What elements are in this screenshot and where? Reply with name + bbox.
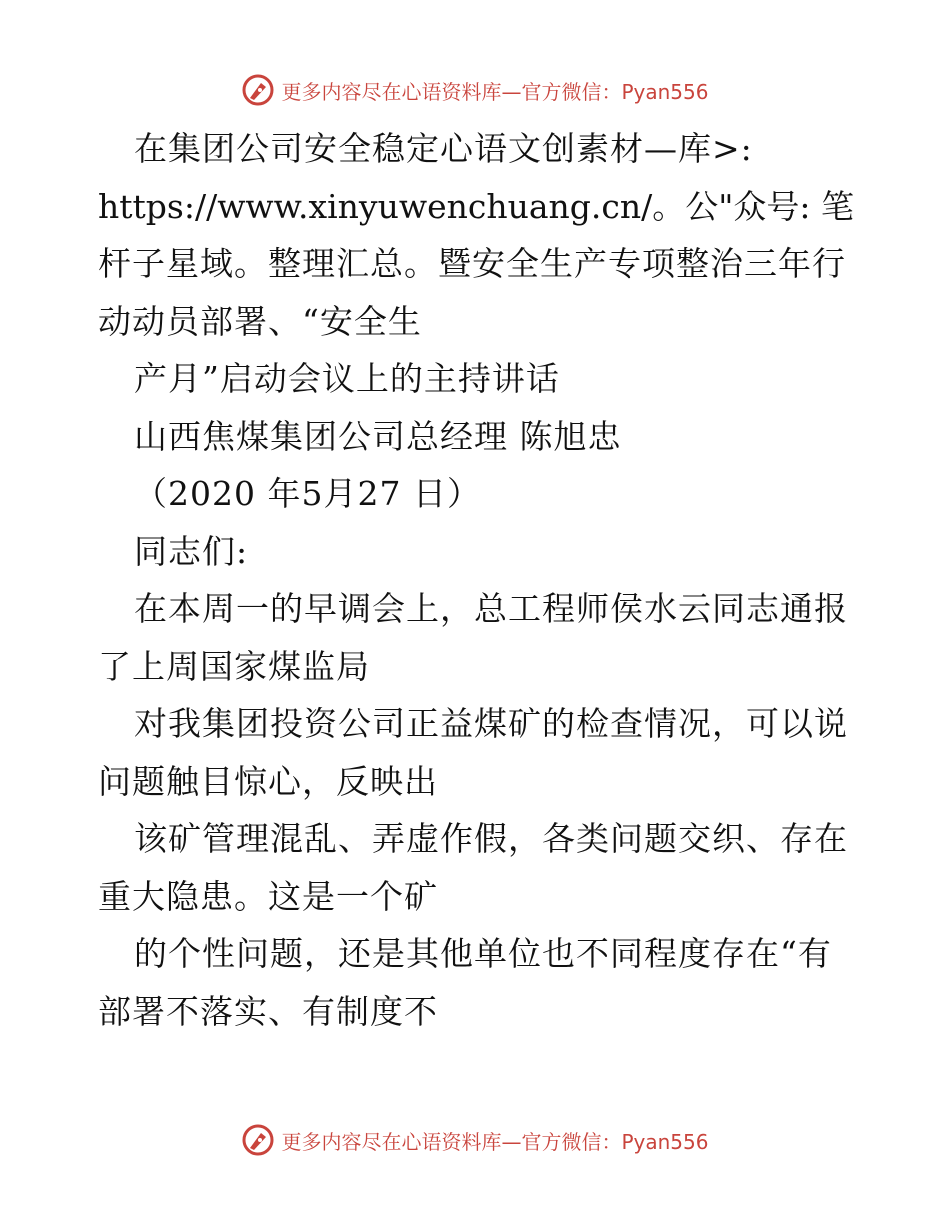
banner-text: 更多内容尽在心语资料库—官方微信：Pyan556 [281,1129,709,1154]
doc-line: 产月”启动会议上的主持讲话 [134,359,560,398]
doc-line: 动动员部署、“安全生 [98,301,422,341]
doc-line: 对我集团投资公司正益煤矿的检查情况，可以说 [134,704,848,743]
banner-text: 更多内容尽在心语资料库—官方微信：Pyan556 [281,79,709,104]
doc-line: 的个性问题，还是其他单位也不同程度存在“有 [134,934,832,973]
doc-line: （2020 年5月27 日） [134,474,481,513]
header-banner [0,70,950,110]
doc-line: 在本周一的早调会上，总工程师侯水云同志通报 [134,589,848,628]
doc-line: 问题触目惊心，反映出 [98,761,438,801]
doc-line: 杆子星域。整理汇总。暨安全生产专项整治三年行 [98,244,846,283]
doc-line: 在集团公司安全稳定心语文创素材—库>: [134,129,753,168]
document-body [98,120,858,1040]
footer-banner [0,1120,950,1160]
doc-line: https://www.xinyuwenchuang.cn/。公"众号: 笔 [98,186,855,226]
doc-line: 部署不落实、有制度不 [98,991,438,1031]
pen-nib-circle-icon [241,1123,275,1157]
doc-line: 同志们: [134,531,249,571]
doc-line: 山西焦煤集团公司总经理 陈旭忠 [134,416,622,456]
doc-line: 该矿管理混乱、弄虚作假，各类问题交织、存在 [134,819,848,858]
doc-line: 重大隐患。这是一个矿 [98,876,438,916]
doc-line: 了上周国家煤监局 [98,646,370,686]
pen-nib-circle-icon [241,73,275,107]
